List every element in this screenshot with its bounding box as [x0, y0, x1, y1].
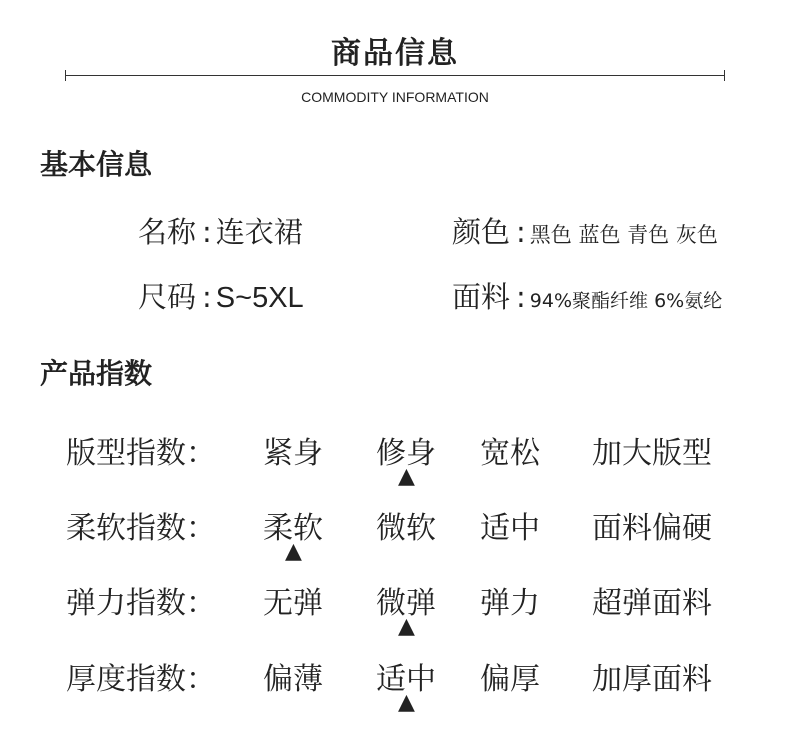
index-option: 偏薄 — [263, 662, 323, 697]
index-option: 弹力 — [480, 586, 540, 621]
index-option: 柔软 — [263, 511, 323, 546]
index-option: 偏厚 — [480, 662, 540, 697]
color-label: 颜色 — [452, 215, 511, 249]
size-label: 尺码 — [138, 280, 197, 314]
color-value: 黑色 蓝色 青色 灰色 — [529, 223, 718, 247]
index-option: 紧身 — [263, 436, 323, 471]
fabric-label: 面料 — [452, 280, 511, 314]
index-option: 适中 — [376, 662, 436, 697]
index-row-label: 柔软指数： — [66, 511, 216, 546]
index-option: 微软 — [376, 511, 436, 546]
name-value: 连衣裙 — [215, 215, 303, 249]
selected-marker-icon: ▲ — [285, 539, 302, 564]
fabric-value: 94%聚酯纤维 6%氨纶 — [529, 290, 723, 312]
divider-left-tick — [65, 70, 66, 81]
index-option: 修身 — [376, 436, 436, 471]
product-index-heading: 产品指数 — [40, 357, 153, 390]
index-option: 适中 — [480, 511, 540, 546]
divider-right-tick — [724, 70, 725, 81]
selected-marker-icon: ▲ — [398, 614, 415, 639]
index-row-label: 厚度指数： — [66, 662, 216, 697]
title-divider — [66, 75, 725, 76]
size-colon: : — [202, 280, 212, 314]
index-option: 面料偏硬 — [592, 511, 712, 546]
fabric-colon: : — [516, 280, 526, 314]
index-option: 超弹面料 — [592, 586, 712, 621]
index-option: 加厚面料 — [592, 662, 712, 697]
fabric-field — [452, 275, 722, 316]
page-subtitle: COMMODITY INFORMATION — [301, 89, 489, 105]
selected-marker-icon: ▲ — [398, 690, 415, 715]
index-option: 加大版型 — [592, 436, 712, 471]
index-row-label: 版型指数： — [66, 436, 216, 471]
size-field — [138, 275, 304, 316]
name-field — [138, 210, 303, 251]
index-option: 宽松 — [480, 436, 540, 471]
size-value: S~5XL — [215, 282, 304, 314]
page-title: 商品信息 — [331, 36, 459, 71]
name-label: 名称 — [138, 215, 197, 249]
color-colon: : — [516, 215, 526, 249]
basic-info-heading: 基本信息 — [40, 148, 153, 181]
color-field — [452, 210, 718, 251]
index-row-label: 弹力指数： — [66, 586, 216, 621]
name-colon: : — [202, 215, 212, 249]
index-option: 无弹 — [263, 586, 323, 621]
index-option: 微弹 — [376, 586, 436, 621]
selected-marker-icon: ▲ — [398, 464, 415, 489]
